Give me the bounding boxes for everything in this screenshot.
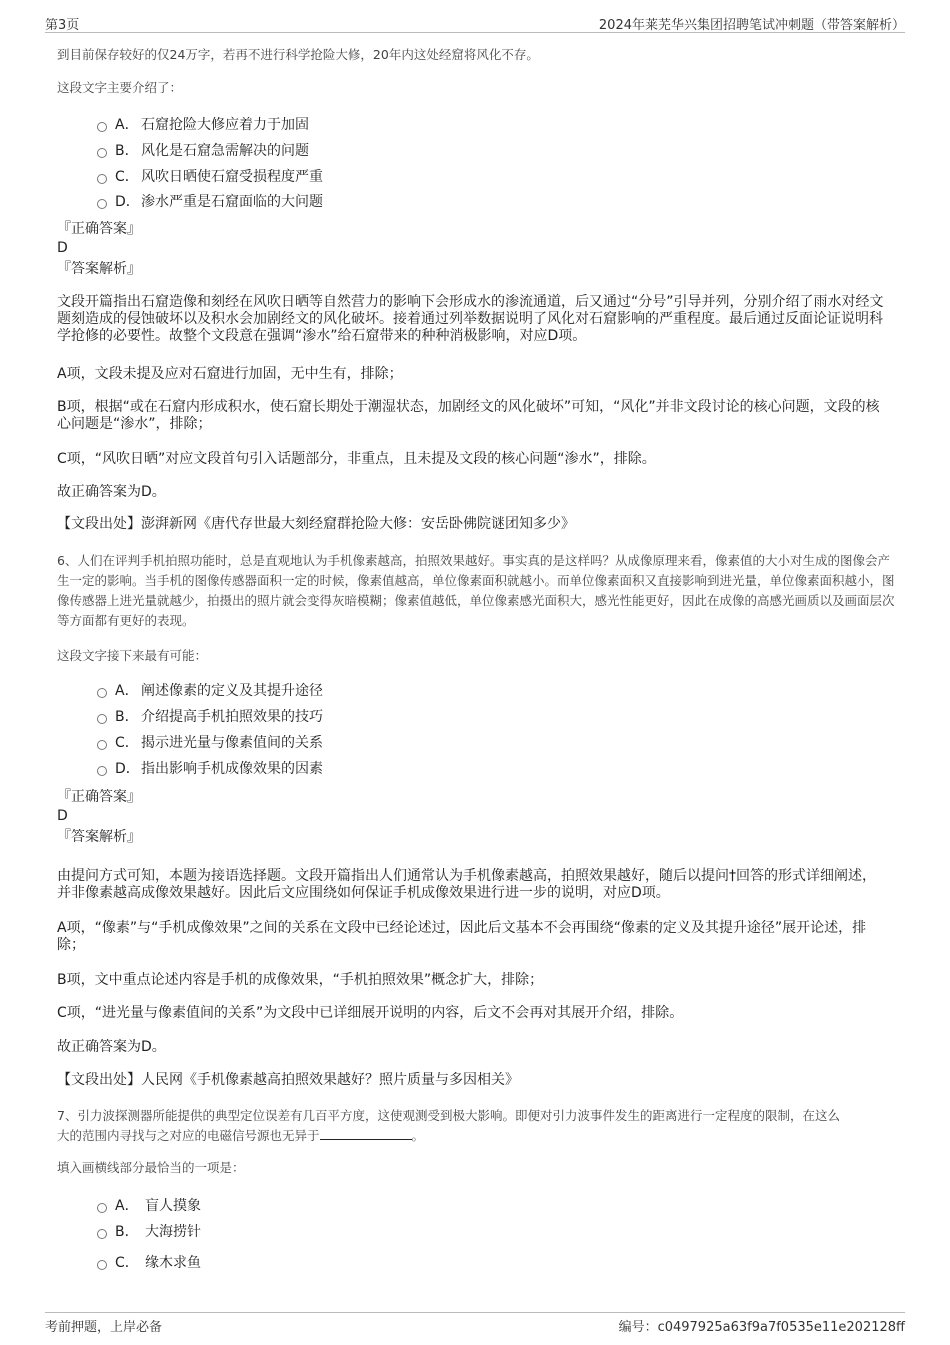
q5-source: 【文段出处】澎湃新网《唐代存世最大刻经窟群抢险大修：安岳卧佛院谜团知多少》 <box>57 516 575 532</box>
q5-stem: 这段文字主要介绍了： <box>57 80 183 95</box>
q5-passage-tail: 到目前保存较好的仅24万字，若再不进行科学抢险大修，20年内这处经窟将风化不存。 <box>57 47 539 62</box>
q6-conclusion: 故正确答案为D。 <box>57 1039 166 1055</box>
q5-option-c[interactable]: C． 风吹日晒使石窟受损程度严重 <box>97 167 323 187</box>
q6-answer-label: 『正确答案』 <box>57 789 141 805</box>
page-header <box>45 12 905 33</box>
q5-conclusion: 故正确答案为D。 <box>57 484 166 500</box>
q7-option-c[interactable]: C． 缘木求鱼 <box>97 1253 201 1273</box>
fill-blank <box>320 1127 412 1140</box>
radio-icon[interactable] <box>97 122 107 132</box>
radio-icon[interactable] <box>97 1260 107 1270</box>
document-code: 编号：c0497925a63f9a7f0535e11e202128ff <box>618 1320 905 1335</box>
radio-icon[interactable] <box>97 1229 107 1239</box>
q7-option-a[interactable]: A． 盲人摸象 <box>97 1196 201 1216</box>
radio-icon[interactable] <box>97 174 107 184</box>
q5-analysis-a: A项，文段未提及应对石窟进行加固，无中生有，排除； <box>57 366 403 382</box>
q5-analysis-c: C项，“风吹日晒”对应文段首句引入话题部分，非重点，且未提及文段的核心问题“渗水”，排除。 <box>57 451 656 467</box>
q5-answer-label: 『正确答案』 <box>57 221 141 237</box>
q5-analysis-b: B项，根据“或在石窟内形成积水，使石窟长期处于潮湿状态，加剧经文的风化破坏”可知，“风化”并非文段讨论的核心问题，文段的核心问题是“渗水”，排除； <box>57 399 880 432</box>
radio-icon[interactable] <box>97 714 107 724</box>
radio-icon[interactable] <box>97 688 107 698</box>
q6-analysis-b: B项，文中重点论述内容是手机的成像效果，“手机拍照效果”概念扩大，排除； <box>57 972 544 988</box>
q6-option-d[interactable]: D．指出影响手机成像效果的因素 <box>97 759 323 779</box>
q6-analysis-c: C项，“进光量与像素值间的关系”为文段中已详细展开说明的内容，后文不会再对其展开介绍，排除。 <box>57 1005 684 1021</box>
q6-answer: D <box>57 808 68 824</box>
q6-source: 【文段出处】人民网《手机像素越高拍照效果越好？照片质量与多因相关》 <box>57 1072 519 1088</box>
q5-answer: D <box>57 240 68 256</box>
radio-icon[interactable] <box>97 148 107 158</box>
q7-passage-line1: 7、引力波探测器所能提供的典型定位误差有几百平方度，这使观测受到极大影响。即便对引力波事件发生的距离进行一定程度的限制，在这么 <box>57 1108 840 1123</box>
footer-slogan: 考前押题，上岸必备 <box>45 1320 163 1335</box>
q6-passage: 6、人们在评判手机拍照功能时，总是直观地认为手机像素越高，拍照效果越好。事实真的是这样吗？从成像原理来看，像素值的大小对生成的图像会产生一定的影响。当手机的图像传感器面积一定的时候，像素值越高，单位像素面积就越小。而单位像素面积又直接影响到进光量，单位像素面积越小，图像传感器上进光量就越少，拍摄出的照片就会变得灰暗模糊；像素值越低，单位像素感光面积大，感光性能更好，因此在成像的高感光画质以及画面层次等方面都有更好的表现。 <box>57 553 895 628</box>
q6-analysis-a: A项，“像素”与“手机成像效果”之间的关系在文段中已经论述过，因此后文基本不会再围绕“像素的定义及其提升途径”展开论述，排除； <box>57 920 867 953</box>
q6-option-c[interactable]: C． 揭示进光量与像素值间的关系 <box>97 733 323 753</box>
q5-option-b[interactable]: B． 风化是石窟急需解决的问题 <box>97 141 309 161</box>
q5-option-a[interactable]: A． 石窟抢险大修应着力于加固 <box>97 115 309 135</box>
q6-analysis-main: 由提问方式可知，本题为接语选择题。文段开篇指出人们通常认为手机像素越高，拍照效果越好，随后以提问†回答的形式详细阐述，并非像素越高成像效果越好。因此后文应围绕如何保证手机成像效果进行进一步的说明，对应D项。 <box>57 868 876 901</box>
document-title: 2024年莱芜华兴集团招聘笔试冲刺题（带答案解析） <box>598 18 905 33</box>
q5-analysis-main: 文段开篇指出石窟造像和刻经在风吹日晒等自然营力的影响下会形成水的渗流通道，后又通过“分号”引导并列，分别介绍了雨水对经文题刻造成的侵蚀破坏以及积水会加剧经文的风化破坏。接着通过列举数据说明了风化对石窟影响的严重程度。最后通过反面论证说明科学抢修的必要性。故整个文段意在强调“渗水”给石窟带来的种种消极影响，对应D项。 <box>57 294 884 344</box>
q6-stem: 这段文字接下来最有可能： <box>57 648 208 663</box>
q7-passage-line2: 大的范围内寻找与之对应的电磁信号源也无异于 。 <box>57 1128 425 1143</box>
q7-stem: 填入画横线部分最恰当的一项是： <box>57 1160 245 1175</box>
radio-icon[interactable] <box>97 199 107 209</box>
radio-icon[interactable] <box>97 1203 107 1213</box>
radio-icon[interactable] <box>97 740 107 750</box>
q6-analysis-label: 『答案解析』 <box>57 829 141 845</box>
radio-icon[interactable] <box>97 766 107 776</box>
q6-option-b[interactable]: B． 介绍提高手机拍照效果的技巧 <box>97 707 323 727</box>
q6-option-a[interactable]: A． 阐述像素的定义及其提升途径 <box>97 681 323 701</box>
page-number: 第3页 <box>45 18 80 33</box>
q5-option-d[interactable]: D．渗水严重是石窟面临的大问题 <box>97 192 323 212</box>
q5-analysis-label: 『答案解析』 <box>57 261 141 277</box>
q7-option-b[interactable]: B． 大海捞针 <box>97 1222 201 1242</box>
page-footer <box>45 1312 905 1337</box>
